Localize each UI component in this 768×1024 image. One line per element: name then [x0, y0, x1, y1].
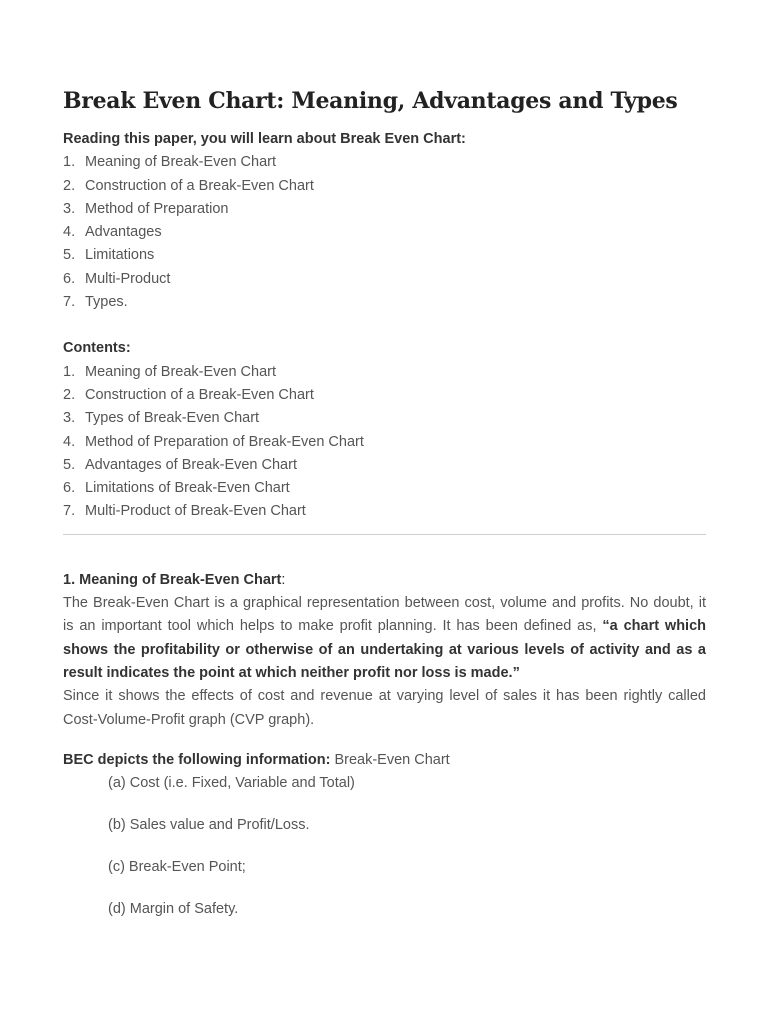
list-item: 4. Advantages	[63, 224, 162, 241]
list-item: 2. Construction of a Break-Even Chart	[63, 177, 314, 194]
section-heading: 1. Meaning of Break-Even Chart:	[63, 571, 286, 588]
contents-item[interactable]: 4. Method of Preparation of Break-Even Chart	[63, 433, 364, 450]
list-item: 7. Types.	[63, 294, 128, 311]
section-paragraph: Since it shows the effects of cost and revenue at varying level of sales it has been rightly called Cost-Volume-Profit graph (CVP graph).	[63, 688, 706, 728]
definition-quote: “a chart which shows the profitability or otherwise of an undertaking at various levels of activity and as a result indicates the point at which neither profit nor loss is made.”	[63, 618, 706, 681]
intro-list	[63, 151, 706, 314]
bec-heading: BEC depicts the following information: Break-Even Chart	[63, 751, 450, 768]
page-title: Break Even Chart: Meaning, Advantages and Types	[63, 88, 678, 114]
bec-item: (a) Cost (i.e. Fixed, Variable and Total)	[108, 775, 355, 792]
contents-list	[63, 361, 706, 524]
bec-item: (b) Sales value and Profit/Loss.	[108, 816, 310, 833]
list-item: 6. Multi-Product	[63, 270, 171, 287]
contents-item[interactable]: 6. Limitations of Break-Even Chart	[63, 480, 290, 497]
contents-heading: Contents:	[63, 340, 131, 357]
bec-item: (c) Break-Even Point;	[108, 858, 246, 875]
section-paragraph: The Break-Even Chart is a graphical representation between cost, volume and profits. No doubt, it is an important tool which helps to make profit planning. It has been defined as, “a chart which shows the profitability or otherwise of an undertaking at various levels of activity and as a result indicates the point at which neither profit nor loss is made.”	[63, 595, 706, 681]
divider	[63, 534, 706, 535]
list-item: 1. Meaning of Break-Even Chart	[63, 154, 277, 171]
bec-item: (d) Margin of Safety.	[108, 900, 239, 917]
intro-lead: Reading this paper, you will learn about Break Even Chart:	[63, 131, 466, 147]
contents-item[interactable]: 5. Advantages of Break-Even Chart	[63, 456, 297, 473]
contents-item[interactable]: 2. Construction of a Break-Even Chart	[63, 386, 314, 403]
contents-item[interactable]: 1. Meaning of Break-Even Chart	[63, 363, 277, 380]
article	[63, 88, 706, 939]
contents-item[interactable]: 3. Types of Break-Even Chart	[63, 410, 260, 427]
list-item: 5. Limitations	[63, 247, 155, 264]
list-item: 3. Method of Preparation	[63, 200, 229, 217]
contents-item[interactable]: 7. Multi-Product of Break-Even Chart	[63, 503, 306, 520]
